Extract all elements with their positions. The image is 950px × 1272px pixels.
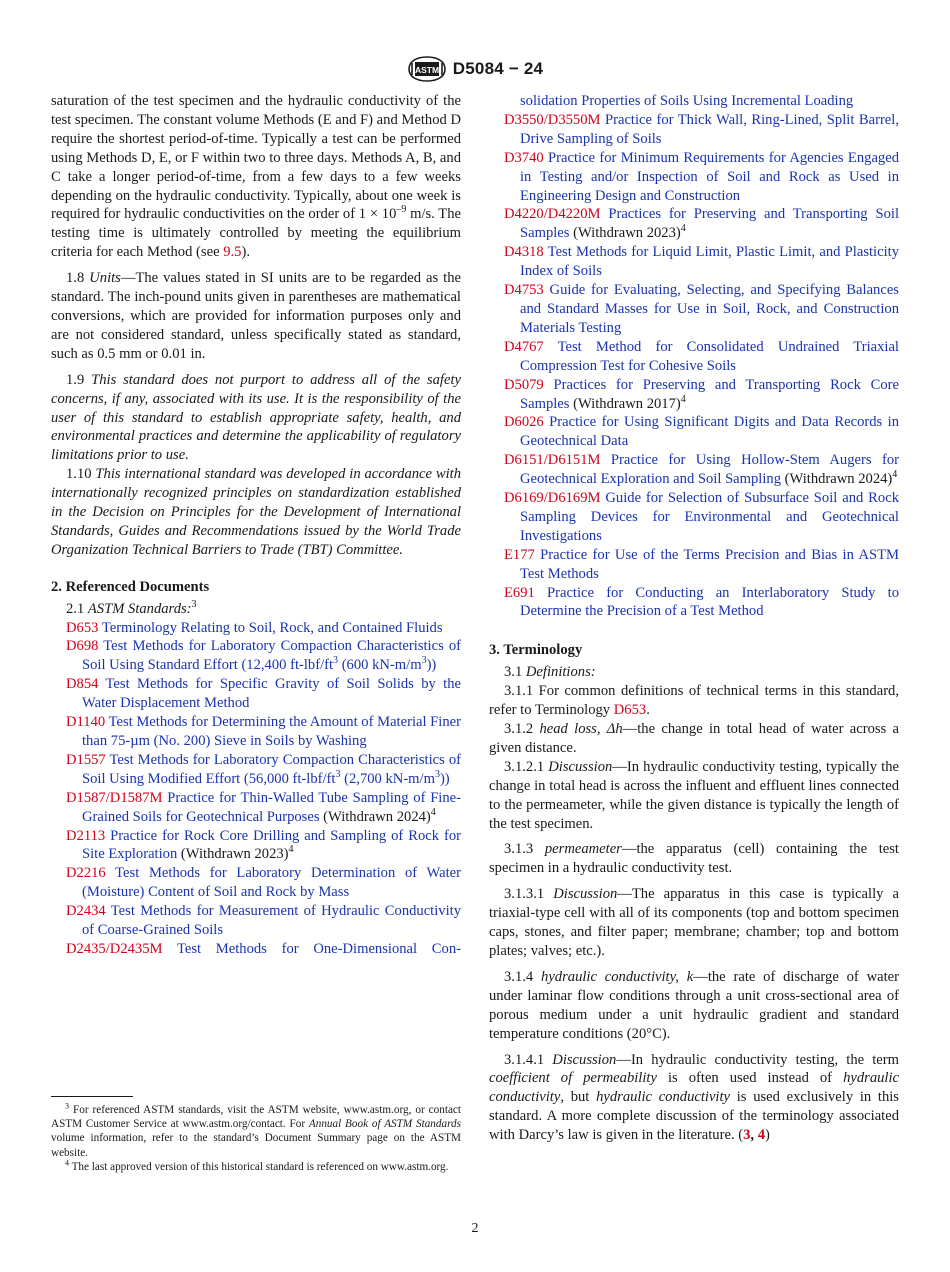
paragraph-3-1-4-1: 3.1.4.1 Discussion—In hydraulic conductivity testing, the term coefficient of permeability is often used instead of hydraulic conductivity, but hydraulic conductivity is used exclusively in this standard. A more complete discussion of the terminology associated with Darcy’s law is given in the literature. (3, 4): [489, 1051, 900, 1144]
reference-item-d2435[interactable]: D2435/D2435M Test Methods for One-Dimensional Con-: [66, 940, 461, 957]
paragraph-2-1: 2.1 ASTM Standards:$^3$: [66, 598, 197, 617]
paragraph-1-9: 1.9 This standard does not purport to address all of the safety concerns, if any, associated with its use. It is the responsibility of the user of this standard to establish appropriate safety, health, and environmental practices and determine the applicability of regulatory limitations prior to use.: [51, 371, 461, 464]
footnotes: [51, 1096, 461, 1174]
page-number: 2: [471, 1221, 479, 1236]
citation-link-3[interactable]: 3: [743, 1127, 751, 1144]
left-column: [51, 92, 461, 959]
section-2-heading: 2. Referenced Documents: [51, 578, 210, 595]
reference-item-d653[interactable]: D653 Terminology Relating to Soil, Rock, and Contained Fluids: [66, 619, 443, 636]
reference-item-d6169[interactable]: D6169/D6169M Guide for Selection of Subsurface Soil and Rock Sampling Devices for Environmental and Geotechnical Investigations: [504, 490, 899, 544]
reference-item-d698[interactable]: D698 Test Methods for Laboratory Compaction Characteristics of Soil Using Standard Effort (12,400 ft-lbf/ft$^3$ (600 kN-m/m$^3$)): [66, 638, 461, 674]
document-designation: D5084 − 24: [452, 59, 544, 78]
paragraph-1-8: 1.8 Units—The values stated in SI units are to be regarded as the standard. The inch-pound units given in parentheses are mathematical conversions, which are provided for information purposes only and are not considered standard, unless specifically stated as standard, such as 0.5 mm or 0.01 in.: [51, 270, 461, 362]
svg-text:ASTM: ASTM: [414, 65, 439, 75]
right-column: [489, 92, 899, 1145]
paragraph-3-1: 3.1 Definitions:: [504, 664, 596, 681]
reference-item-d2216[interactable]: D2216 Test Methods for Laboratory Determination of Water (Moisture) Content of Soil and Rock by Mass: [66, 865, 461, 901]
reference-item-d3740[interactable]: D3740 Practice for Minimum Requirements for Agencies Engaged in Testing and/or Inspection of Soil and Rock as Used in Engineering Design and Construction: [504, 149, 899, 204]
paragraph-3-1-1: 3.1.1 For common definitions of technical terms in this standard, refer to Terminology D653.: [489, 683, 899, 719]
paragraph-3-1-2-1: 3.1.2.1 Discussion—In hydraulic conductivity testing, typically the change in total head is across the influent and effluent lines connected to the permeameter, while the given distance is typically the length of the test specimen.: [489, 758, 900, 832]
reference-item-d2434[interactable]: D2434 Test Methods for Measurement of Hydraulic Conductivity of Coarse-Grained Soils: [66, 903, 461, 939]
footnote-4: $^4$ The last approved version of this historical standard is referenced on www.astm.org.: [65, 1158, 449, 1173]
reference-item-d2435-continuation[interactable]: solidation Properties of Soils Using Incremental Loading: [520, 93, 854, 109]
reference-item-d4318[interactable]: D4318 Test Methods for Liquid Limit, Plastic Limit, and Plasticity Index of Soils: [504, 244, 899, 280]
astm-logo-icon: [407, 56, 447, 82]
reference-item-d854[interactable]: D854 Test Methods for Specific Gravity of Soil Solids by the Water Displacement Method: [66, 676, 461, 712]
paragraph-1-7-continuation: saturation of the test specimen and the hydraulic conductivity of the test specimen. The constant volume Methods (E and F) and Method D require the shortest period-of-time. Typically a test can be performed using Methods D, E, or F within two to three days. Methods A, B, and C take a longer period-of-time, from a few days to a few weeks depending on the hydraulic conductivity. Typically, about one week is required for hydraulic conductivities on the order of $1 \times 10^{-9}$ m/s. The testing time is ultimately controlled by meeting the equilibrium criteria for each Method (see 9.5).: [51, 93, 461, 261]
reference-item-d2113[interactable]: D2113 Practice for Rock Core Drilling and Sampling of Rock for Site Exploration (Withdrawn 2023)$^4$: [66, 827, 461, 863]
paragraph-1-10: 1.10 This international standard was developed in accordance with internationally recognized principles on standardization established in the Decision on Principles for the Development of International Standards, Guides and Recommendations issued by the World Trade Organization Technical Barriers to Trade (TBT) Committee.: [51, 466, 462, 558]
reference-item-d1587[interactable]: D1587/D1587M Practice for Thin-Walled Tube Sampling of Fine-Grained Soils for Geotechnical Purposes (Withdrawn 2024)$^4$: [66, 789, 461, 825]
reference-item-d1557[interactable]: D1557 Test Methods for Laboratory Compaction Characteristics of Soil Using Modified Effort (56,000 ft-lbf/ft$^3$ (2,700 kN-m/m$^3$)): [66, 751, 461, 787]
paragraph-3-1-4: 3.1.4 hydraulic conductivity, k—the rate of discharge of water under laminar flow conditions through a unit cross-sectional area of porous medium under a unit hydraulic gradient and standard temperature conditions (20°C).: [489, 968, 899, 1042]
reference-item-d6026[interactable]: D6026 Practice for Using Significant Digits and Data Records in Geotechnical Data: [504, 414, 899, 450]
paragraph-3-1-2: 3.1.2 head loss, Δh—the change in total head of water across a given distance.: [489, 721, 899, 756]
footnote-3: $^3$ For referenced ASTM standards, visit the ASTM website, www.astm.org, or contact ASTM Customer Service at www.astm.org/contact. For Annual Book of ASTM Standards volume information, refer to the standard’s Document Summary page on the ASTM website.: [51, 1101, 461, 1159]
reference-item-d6151[interactable]: D6151/D6151M Practice for Using Hollow-Stem Augers for Geotechnical Exploration and Soil Sampling (Withdrawn 2024)$^4$: [504, 452, 899, 488]
section-link-9-5[interactable]: 9.5: [223, 244, 242, 261]
section-3-heading: 3. Terminology: [489, 642, 583, 659]
reference-item-d5079[interactable]: D5079 Practices for Preserving and Transporting Rock Core Samples (Withdrawn 2017)$^4$: [504, 376, 899, 412]
paragraph-3-1-3-1: 3.1.3.1 Discussion—The apparatus in this case is typically a triaxial-type cell with all of its components (top and bottom specimen caps, stones, and filter paper; membrane; chamber; top and bottom plates; valves; etc.).: [489, 886, 900, 959]
reference-item-e177[interactable]: E177 Practice for Use of the Terms Precision and Bias in ASTM Test Methods: [504, 546, 899, 582]
reference-item-d4753[interactable]: D4753 Guide for Evaluating, Selecting, and Specifying Balances and Standard Masses for Use in Soil, Rock, and Construction Materials Testing: [504, 282, 899, 336]
citation-link-4[interactable]: 4: [757, 1127, 765, 1144]
reference-item-d3550[interactable]: D3550/D3550M Practice for Thick Wall, Ring-Lined, Split Barrel, Drive Sampling of Soils: [504, 111, 899, 147]
reference-item-e691[interactable]: E691 Practice for Conducting an Interlaboratory Study to Determine the Precision of a Test Method: [504, 584, 899, 620]
page-header: [0, 56, 950, 82]
reference-link-d653[interactable]: D653: [613, 702, 647, 719]
reference-item-d4220[interactable]: D4220/D4220M Practices for Preserving and Transporting Soil Samples (Withdrawn 2023)$^4$: [504, 206, 899, 242]
reference-item-d4767[interactable]: D4767 Test Method for Consolidated Undrained Triaxial Compression Test for Cohesive Soils: [504, 338, 899, 374]
paragraph-3-1-3: 3.1.3 permeameter—the apparatus (cell) containing the test specimen in a hydraulic conductivity test.: [489, 841, 899, 877]
reference-item-d1140[interactable]: D1140 Test Methods for Determining the Amount of Material Finer than 75-µm (No. 200) Sieve in Soils by Washing: [66, 714, 461, 749]
footnote-divider: [51, 1096, 133, 1097]
